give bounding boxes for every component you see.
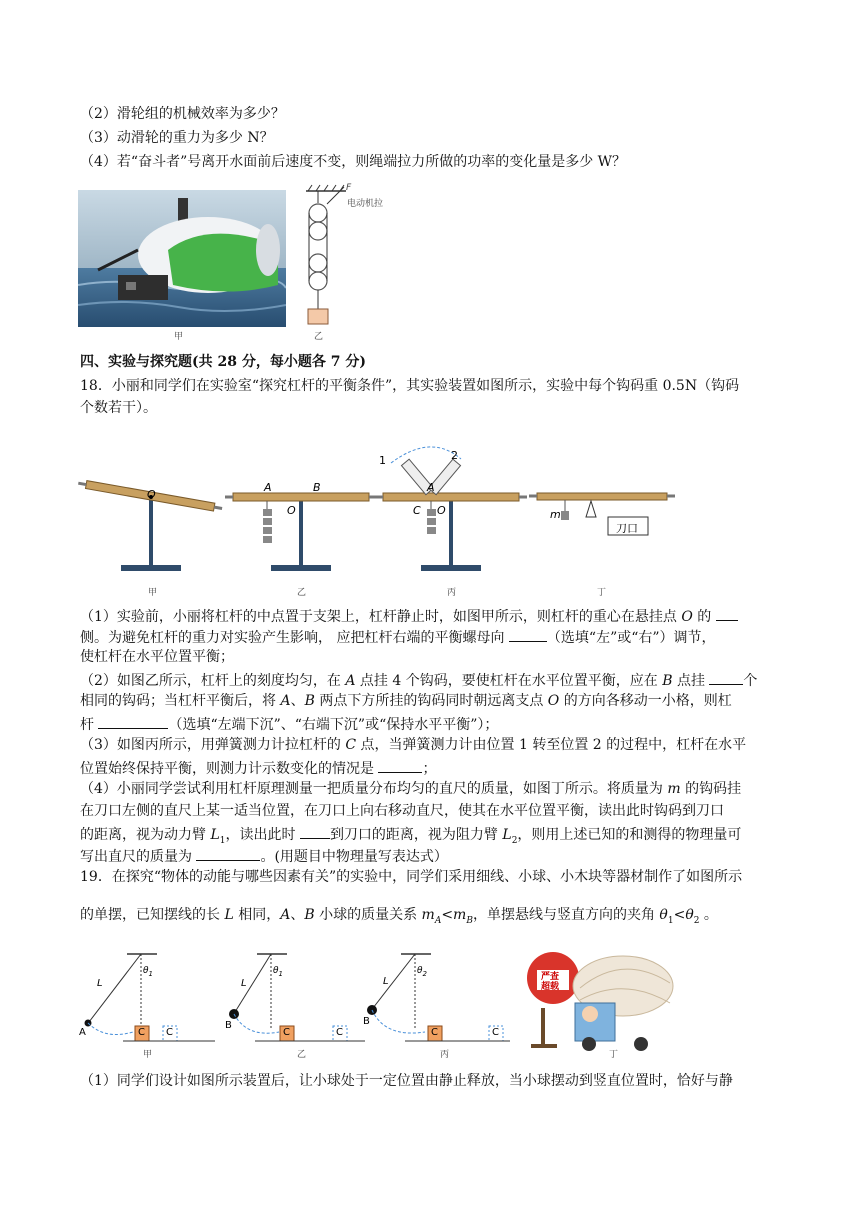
caption-bing-18: 丙 [447,588,457,598]
sign-text-1: 严查 [541,972,560,982]
caption-jia-19: 甲 [143,1050,153,1060]
label-C-yi: C [283,1027,290,1038]
sub-4-line1: （4）小丽同学尝试利用杠杆原理测量一把质量分布均匀的直尺的质量，如图丁所示。将质量为 m 的钩码挂 [80,781,742,797]
label-C-yi-ghost: C [336,1027,343,1038]
label-L-jia: L [97,978,103,989]
question-3: （3）动滑轮的重力为多少 N？ [80,130,274,146]
label-O-yi: O [287,504,296,517]
motor-label: 电动机拉 [347,199,384,209]
pulley-diagram [298,183,398,343]
label-B-yi: B [313,481,321,494]
submersible-photo [78,190,286,342]
question-4: （4）若“奋斗者”号离开水面前后速度不变，则绳端拉力所做的功率的变化量是多少 W？ [80,154,627,170]
sub-2-line3: 杆 （选填“左端下沉”、“右端下沉”或“保持水平平衡”）； [80,714,498,734]
sub-2-line2: 相同的钩码；当杠杆平衡后，将 A、B 两点下方所挂的钩码同时朝远离支点 O 的方向各移动一小格，则杠 [80,693,732,709]
label-C-bing-ghost: C [492,1027,499,1038]
label-L-yi: L [241,978,247,989]
label-C-jia: C [138,1027,145,1038]
label-theta1-jia: $\theta_1$ [143,966,153,978]
caption-jia-18: 甲 [148,588,158,598]
sub-4-line2: 在刀口左侧的直尺上某一适当位置，在刀口上向右移动直尺，使其在水平位置平衡，读出此时钩码到刀口 [80,803,724,819]
knife-edge-label: 刀口 [616,522,638,535]
label-A-jia: A [79,1027,86,1038]
sign-text-2: 超载 [541,982,560,992]
sub-3-line2: 位置始终保持平衡，则测力计示数变化的情况是 ； [80,758,436,778]
label-L-bing: L [383,976,389,987]
label-C-bing: C [413,504,421,517]
label-B-yi: B [225,1020,232,1031]
label-theta1-yi: $\theta_1$ [273,966,283,978]
force-label: F [346,183,352,193]
label-A-bing: A [427,481,435,494]
caption-yi-19: 乙 [297,1050,307,1060]
problem-19-sub1: （1）同学们设计如图所示装置后，让小球处于一定位置由静止释放，当小球摆动到竖直位置时，恰好与静 [80,1073,733,1089]
problem-18-line2: 个数若干）。 [80,400,157,416]
pendulum-figures [75,948,675,1058]
label-C-jia-ghost: C [166,1027,173,1038]
sub-4-line4: 写出直尺的质量为 。(用题目中物理量写表达式） [80,846,448,866]
label-position-2: 2 [451,449,458,462]
label-O-bing: O [437,504,446,517]
label-theta2-bing: $\theta_2$ [417,966,427,978]
lever-bing [375,447,527,571]
label-A-yi: A [264,481,272,494]
caption-jia: 甲 [174,332,184,342]
overload-truck [527,952,673,1051]
sub-1-line2: 侧。为避免杠杆的重力对实验产生影响， 应把杠杆右端的平衡螺母向 （选填“左”或“右”）调节， [80,627,716,647]
sub-4-line3: 的距离，视为动力臂 $L_1$，读出此时 到刀口的距离，视为阻力臂 $L_2$，则用上述已知的和测得的物理量可 [80,824,741,850]
caption-ding-19: 丁 [609,1050,619,1060]
problem-18-line1: 18．小丽和同学们在实验室“探究杠杆的平衡条件”，其实验装置如图所示，实验中每个钩码重 0.5N（钩码 [80,378,740,394]
label-C-bing: C [431,1027,438,1038]
label-m-ding: m [550,508,561,521]
caption-yi-18: 乙 [297,588,307,598]
label-position-1: 1 [379,454,386,467]
pendulum-bing [367,954,510,1041]
sub-2-line1: （2）如图乙所示，杠杆上的刻度均匀，在 A 点挂 4 个钩码，要使杠杆在水平位置平衡，应在 B 点挂 个 [80,670,757,690]
caption-yi: 乙 [314,332,324,342]
caption-ding-18: 丁 [597,588,607,598]
pendulum-yi [229,954,365,1041]
sub-3-line1: （3）如图丙所示，用弹簧测力计拉杠杆的 C 点，当弹簧测力计由位置 1 转至位置 2 的过程中，杠杆在水平 [80,737,747,753]
sub-1-line3: 使杠杆在水平位置平衡； [80,649,234,665]
label-O-jia: O [147,488,156,501]
lever-yi [225,493,377,571]
problem-19-line1: 19．在探究“物体的动能与哪些因素有关”的实验中，同学们采用细线、小球、小木块等器材制作了如图所示 [80,869,743,885]
sub-1-line1: （1）实验前，小丽将杠杆的中点置于支架上，杠杆静止时，如图甲所示，则杠杆的重心在悬挂点 O 的 [80,606,738,626]
lever-figures [75,445,675,600]
section-heading: 四、实验与探究题(共 28 分，每小题各 7 分) [80,354,366,370]
problem-19-line2: 的单摆，已知摆线的长 L 相同，A、B 小球的质量关系 $m_A<m_B$，单摆悬线与竖直方向的夹角 $\theta_1<\theta_2$ 。 [80,907,718,926]
question-2: （2）滑轮组的机械效率为多少？ [80,106,285,122]
label-B-bing: B [363,1016,370,1027]
caption-bing-19: 丙 [440,1050,450,1060]
